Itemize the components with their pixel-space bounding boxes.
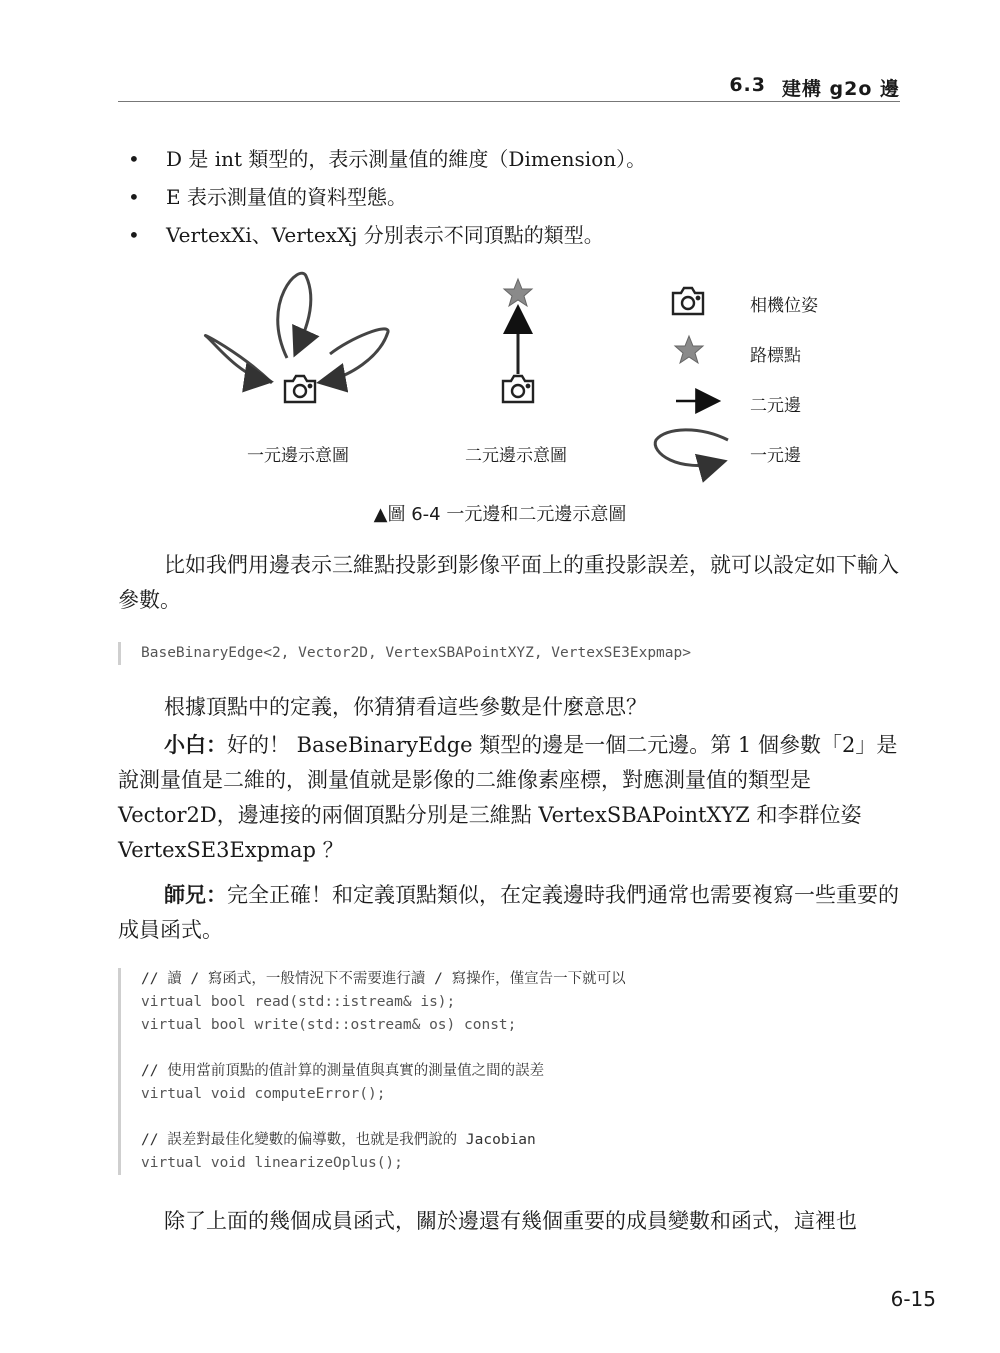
paragraph: 除了上面的幾個成員函式，關於邊還有幾個重要的成員變數和函式，這裡也 bbox=[164, 1209, 857, 1233]
legend-camera-label: 相機位姿 bbox=[750, 296, 818, 316]
code-line: BaseBinaryEdge<2, Vector2D, VertexSBAPointXYZ, VertexSE3Expmap> bbox=[141, 645, 691, 661]
bullet-list bbox=[128, 144, 898, 258]
code-block bbox=[118, 968, 923, 1175]
unary-edge-loop-left bbox=[205, 335, 272, 383]
bullet-icon: • bbox=[128, 223, 140, 247]
legend-star-icon bbox=[675, 336, 703, 363]
running-header bbox=[118, 68, 900, 102]
unary-edge-loop-right bbox=[322, 329, 388, 382]
figure-6-4 bbox=[0, 262, 1000, 492]
dialogue-paragraph: 師兄：完全正確！和定義頂點類似，在定義邊時我們通常也需要複寫一些重要的成員函式。 bbox=[118, 883, 899, 942]
legend-binary-label: 二元邊 bbox=[750, 396, 801, 416]
binary-diagram-label: 二元邊示意圖 bbox=[465, 446, 567, 466]
camera-icon bbox=[503, 376, 533, 402]
unary-edge-loop-top bbox=[278, 273, 311, 358]
figure-caption: ▲圖 6-4 一元邊和二元邊示意圖 bbox=[373, 504, 627, 525]
list-item: • D 是 int 類型的，表示測量值的維度（Dimension）。 bbox=[128, 144, 898, 182]
code-line: virtual void computeError(); bbox=[141, 1086, 386, 1102]
section-title: 建構 g2o 邊 bbox=[781, 78, 900, 100]
page-number: 6-15 bbox=[890, 1287, 936, 1311]
section-number: 6.3 bbox=[729, 74, 766, 96]
bullet-icon: • bbox=[128, 185, 140, 209]
unary-diagram-label: 一元邊示意圖 bbox=[247, 446, 349, 466]
landmark-star-icon bbox=[504, 279, 532, 306]
code-line: virtual bool write(std::ostream& os) const; bbox=[141, 1017, 517, 1033]
speaker-label: 師兄： bbox=[164, 883, 227, 907]
code-comment: // 使用當前頂點的值計算的測量值與真實的測量值之間的誤差 bbox=[141, 1063, 545, 1079]
legend-landmark-label: 路標點 bbox=[750, 346, 801, 366]
speaker-label: 小白： bbox=[164, 733, 227, 757]
code-line: virtual bool read(std::istream& is); bbox=[141, 994, 456, 1010]
list-item: • E 表示測量值的資料型態。 bbox=[128, 182, 898, 220]
legend-unary-label: 一元邊 bbox=[750, 446, 801, 466]
dialogue-paragraph: 小白：好的！ BaseBinaryEdge 類型的邊是一個二元邊。第 1 個參數「2」是說測量值是二維的，測量值就是影像的二維像素座標，對應測量值的類型是 Vector2D，邊連接的兩個頂點分別是三維點 VertexSBAPointXYZ 和李群位姿 VertexSE3Expmap ？ bbox=[118, 733, 898, 862]
list-item: • VertexXi、VertexXj 分別表示不同頂點的類型。 bbox=[128, 220, 898, 258]
camera-icon bbox=[285, 376, 315, 402]
paragraph: 根據頂點中的定義，你猜猜看這些參數是什麼意思？ bbox=[164, 695, 647, 719]
code-comment: // 誤差對最佳化變數的偏導數，也就是我們說的 Jacobian bbox=[141, 1132, 536, 1148]
bullet-icon: • bbox=[128, 147, 140, 171]
legend-loop-icon bbox=[655, 430, 728, 466]
legend-camera-icon bbox=[673, 288, 703, 314]
paragraph: 比如我們用邊表示三維點投影到影像平面上的重投影誤差，就可以設定如下輸入參數。 bbox=[118, 553, 899, 612]
code-comment: // 讀 / 寫函式，一般情況下不需要進行讀 / 寫操作，僅宣告一下就可以 bbox=[141, 971, 626, 987]
code-block bbox=[118, 642, 923, 665]
code-line: virtual void linearizeOplus(); bbox=[141, 1155, 403, 1171]
